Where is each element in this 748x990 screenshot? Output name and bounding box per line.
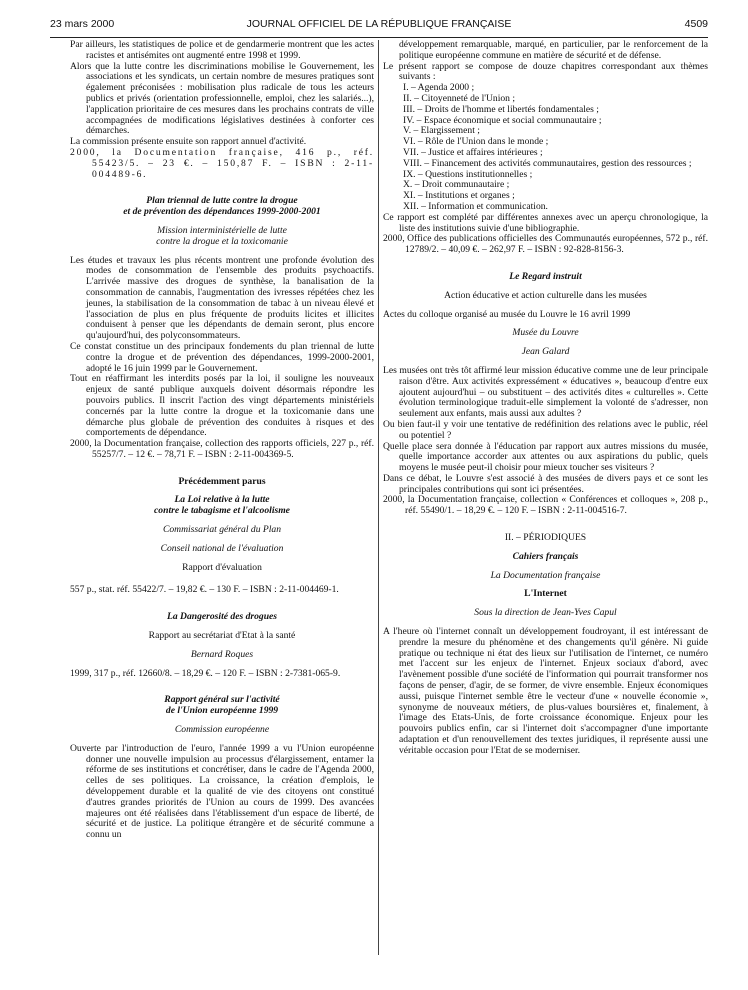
list-item: III. – Droits de l'homme et libertés fondamentales ; xyxy=(403,103,599,115)
page-header xyxy=(50,18,708,34)
section-subtitle: Rapport au secrétariat d'Etat à la santé xyxy=(148,630,296,642)
section-author: Conseil national de l'évaluation xyxy=(160,542,284,554)
publication-reference: 2000, la Documentation française, 416 p., réf. 55423/5. – 23 €. – 150,87 F. – ISBN : 2-11-004489-6. xyxy=(70,146,374,180)
section-title: et de prévention des dépendances 1999-2000-2001 xyxy=(123,206,321,218)
section-title: La Loi relative à la lutte xyxy=(174,494,270,506)
section-author: La Documentation française xyxy=(490,569,601,581)
section-subtitle: Action éducative et action culturelle dans les musées xyxy=(444,289,647,301)
publication-reference: 2000, Office des publications officielles des Communautés européennes, 572 p., réf. 12789/2. – 40,09 €. – 262,97 F. – ISBN : 92-828-8156-3. xyxy=(383,233,708,256)
list-item: XII. – Information et communication. xyxy=(403,200,548,212)
section-heading: II. – PÉRIODIQUES xyxy=(504,532,587,544)
section-author: Sous la direction de Jean-Yves Capul xyxy=(474,607,617,619)
paragraph: Ce rapport est complété par différentes annexes avec un aperçu chronologique, la liste des institutions suivie d'une bibliographie. xyxy=(383,211,708,234)
header-date: 23 mars 2000 xyxy=(50,18,115,30)
list-item: II. – Citoyenneté de l'Union ; xyxy=(403,92,516,104)
paragraph: Les musées ont très tôt affirmé leur mission éducative comme une de leur principale raison d'être. Aux activités expressément « éducatives », beaucoup d'entre eux ajoutent aujourd'hui – ou substituent – des activités dites « culturelles ». Cette évolution terminologique traduit-elle simplement la volonté de s'adresser, non seulement aux enfants, mais aussi aux adultes ? xyxy=(383,364,708,420)
section-author: Jean Galard xyxy=(521,346,570,358)
section-title: L'Internet xyxy=(524,588,567,600)
list-item: XI. – Institutions et organes ; xyxy=(403,190,515,202)
section-heading: Précédemment parus xyxy=(178,475,266,487)
left-column xyxy=(70,40,374,841)
section-author: contre la drogue et la toxicomanie xyxy=(156,235,288,247)
list-item: VI. – Rôle de l'Union dans le monde ; xyxy=(403,136,549,148)
section-subtitle: Actes du colloque organisé au musée du Louvre le 16 avril 1999 xyxy=(383,308,631,320)
section-author: Commission européenne xyxy=(174,724,270,736)
publication-reference: 1999, 317 p., réf. 12660/8. – 18,29 €. – 120 F. – ISBN : 2-7381-065-9. xyxy=(70,667,341,679)
paragraph: Alors que la lutte contre les discriminations mobilise le Gouvernement, les associations et les syndicats, un certain nombre de mesures pratiques sont également préconisées : mobilisation plus radicale de tous les acteurs publics et privés (orientation professionnelle, emploi, chez les salariés...), l'application prioritaire de ces mesures dans les prochains contrats de ville accompagnées de modifications législatives destinées à conforter ces démarches. xyxy=(70,60,374,137)
list-item: IX. – Questions institutionnelles ; xyxy=(403,168,533,180)
section-title: de l'Union européenne 1999 xyxy=(165,705,279,717)
paragraph: Le présent rapport se compose de douze chapitres correspondant aux thèmes suivants : xyxy=(383,60,708,83)
section-title: contre le tabagisme et l'alcoolisme xyxy=(154,505,290,517)
list-item: VII. – Justice et affaires intérieures ; xyxy=(403,146,543,158)
header-rule xyxy=(50,37,708,38)
right-column xyxy=(383,40,708,757)
paragraph: Ouverte par l'introduction de l'euro, l'année 1999 a vu l'Union européenne donner une nouvelle impulsion au processus d'élargissement, entamer la réforme de ses institutions et concrétiser, dans le cadre de l'Agenda 2000, celles de ses politiques. La croissance, la création d'emplois, le développement durable et la qualité de vie des citoyens ont constitué d'autres grandes priorités de l'Union au cours de 1999. Des avancées majeures ont été réalisées dans l'établissement d'un espace de liberté, de sécurité et de justice. La politique étrangère et de sécurité commune a connu un xyxy=(70,742,374,841)
section-author: Musée du Louvre xyxy=(512,327,579,339)
paragraph: Quelle place sera donnée à l'éducation par rapport aux autres missions du musée, quelle importance accorder aux attentes ou aux aspirations du public, quels moyens le musée peut-il choisir pour mieux toucher ses visiteurs ? xyxy=(383,440,708,474)
header-page-number: 4509 xyxy=(684,18,708,30)
list-item: IV. – Espace économique et social communautaire ; xyxy=(403,114,602,126)
paragraph: A l'heure où l'internet connaît un développement foudroyant, il est intéressant de prendre la mesure du phénomène et des changements qu'il génère. Ni guide pratique ou technique ni état des lieux sur l'utilisation de l'internet, ce numéro met l'accent sur les enjeux de l'internet. Enjeux sociaux d'abord, avec l'avènement possible d'une société de l'information qui pourrait transformer nos façons de penser, d'agir, de se former, de vivre ensemble. Enjeux économiques aussi, puisque l'internet semble être le vecteur d'une « nouvelle économie », synonyme de nouveaux métiers, de plus-values boursières et, finalement, à l'image des Etats-Unis, de forte croissance économique. Enjeux pour les pouvoirs publics enfin, car si l'internet doit s'accompagner d'une importante adaptation et d'un renouvellement des textes juridiques, il représente aussi une véritable occasion pour l'Etat de se moderniser. xyxy=(383,626,708,756)
section-author: Commissariat général du Plan xyxy=(162,524,282,536)
paragraph: Tout en réaffirmant les interdits posés par la loi, il souligne les nouveaux enjeux de santé publique auxquels doivent désormais répondre les pouvoirs publics. Il inscrit l'action des vingt départements ministériels concernés par la lutte contre la drogue et la toxicomanie dans une démarche plus globale de prévention des conduites à risques et des comportements de dépendance. xyxy=(70,373,374,439)
section-subtitle: Rapport d'évaluation xyxy=(182,561,262,573)
section-title: La Dangerosité des drogues xyxy=(166,611,278,623)
paragraph: Dans ce débat, le Louvre s'est associé à des musées de divers pays et ce sont les principales contributions qui sont ici présentées. xyxy=(383,472,708,495)
publication-reference: 2000, la Documentation française, collection des rapports officiels, 227 p., réf. 55257/7. – 12 €. – 78,71 F. – ISBN : 2-11-004369-5. xyxy=(70,438,374,460)
list-item: V. – Elargissement ; xyxy=(403,125,480,137)
paragraph: Les études et travaux les plus récents montrent une profonde évolution des modes de consommation de l'ensemble des produits psychoactifs. L'arrivée massive des drogues de synthèse, la banalisation de la consommation de cannabis, l'augmentation des ivresses répétées chez les jeunes, la stabilisation de la consommation de tabac à un niveau élevé et l'association de plus en plus fréquente de produits licites et illicites conduisent à penser que les dépendants de demain seront, plus encore qu'aujourd'hui, des polyconsommateurs. xyxy=(70,254,374,342)
paragraph: Ou bien faut-il y voir une tentative de redéfinition des relations avec le public, réel ou potentiel ? xyxy=(383,418,708,441)
section-title: Plan triennal de lutte contre la drogue xyxy=(146,195,298,207)
chapter-list xyxy=(383,83,708,213)
list-item: VIII. – Financement des activités communautaires, gestion des ressources ; xyxy=(403,157,692,169)
section-title: Le Regard instruit xyxy=(509,270,582,282)
section-author: Bernard Roques xyxy=(190,648,254,660)
paragraph: développement remarquable, marqué, en particulier, par le renforcement de la politique européenne commune en matière de sécurité et de défense. xyxy=(399,39,708,61)
paragraph: Ce constat constitue un des principaux fondements du plan triennal de lutte contre la drogue et de prévention des dépendances, 1999-2000-2001, adopté le 16 juin 1999 par le Gouvernement. xyxy=(70,340,374,374)
section-title: Cahiers français xyxy=(512,550,579,562)
section-author: Mission interministérielle de lutte xyxy=(157,224,287,236)
publication-reference: 557 p., stat. réf. 55422/7. – 19,82 €. – 130 F. – ISBN : 2-11-004469-1. xyxy=(70,584,339,596)
publication-reference: 2000, la Documentation française, collection « Conférences et colloques », 208 p., réf. 55490/1. – 18,29 €. – 120 F. – ISBN : 2-11-004516-7. xyxy=(383,494,708,517)
list-item: I. – Agenda 2000 ; xyxy=(403,82,475,94)
header-title: JOURNAL OFFICIEL DE LA RÉPUBLIQUE FRANÇAISE xyxy=(246,18,512,30)
paragraph: La commission présente ensuite son rapport annuel d'activité. xyxy=(70,136,307,148)
column-divider xyxy=(378,40,379,955)
paragraph: Par ailleurs, les statistiques de police et de gendarmerie montrent que les actes racistes et antisémites ont augmenté entre 1998 et 1999. xyxy=(70,39,374,61)
section-title: Rapport général sur l'activité xyxy=(164,694,280,706)
list-item: X. – Droit communautaire ; xyxy=(403,179,510,191)
